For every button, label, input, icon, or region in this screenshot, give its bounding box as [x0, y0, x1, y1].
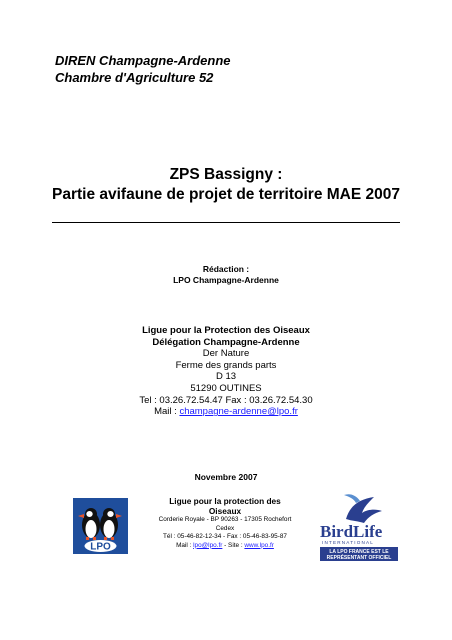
birdlife-tag-1: LA LPO FRANCE EST LE — [329, 549, 389, 555]
address-line-1: Der Nature — [202, 348, 250, 360]
header-block — [55, 52, 231, 86]
birdlife-logo — [316, 491, 402, 563]
footer-site-link[interactable]: www.lpo.fr — [244, 541, 274, 549]
mail-link[interactable]: champagne-ardenne@lpo.fr — [179, 406, 298, 418]
address-line-4: 51290 OUTINES — [190, 382, 262, 394]
title-line-1: ZPS Bassigny : — [169, 166, 283, 183]
footer-site-label: - Site : — [222, 541, 245, 549]
address-line-3: D 13 — [215, 371, 237, 383]
footer-cedex: Cedex — [215, 524, 235, 532]
footer-contact: Tél : 05-46-82-12-34 - Fax : 05-46-83-95-87 — [163, 533, 287, 540]
footer-mail-label: Mail : — [176, 541, 194, 549]
redaction-author: LPO Champagne-Ardenne — [173, 275, 279, 285]
address-phone: Tel : 03.26.72.54.47 Fax : 03.26.72.54.30 — [139, 394, 313, 406]
address-delegation: Délégation Champagne-Ardenne — [152, 336, 300, 348]
address-line-2: Ferme des grands parts — [175, 359, 277, 371]
birdlife-tag-2: REPRÉSENTANT OFFICIEL — [326, 555, 392, 561]
footer-address: Corderie Royale - BP 90263 - 17305 Rochefort — [158, 516, 292, 523]
lpo-logo-text: LPO — [90, 541, 111, 553]
address-mail-line — [0, 406, 452, 418]
redaction-label: Rédaction : — [202, 264, 250, 274]
document-date: Novembre 2007 — [194, 472, 258, 482]
mail-label: Mail : — [154, 406, 180, 418]
address-org: Ligue pour la Protection des Oiseaux — [142, 325, 310, 336]
title-line-2: Partie avifaune de projet de territoire MAE 2007 — [51, 186, 400, 203]
birdlife-intl: INTERNATIONAL — [322, 540, 375, 545]
footer-mail-link[interactable]: lpo@lpo.fr — [193, 541, 223, 549]
address-block — [0, 325, 452, 418]
title-divider — [52, 222, 400, 223]
bird-icon — [316, 491, 402, 563]
header-line-2: Chambre d'Agriculture 52 — [55, 70, 214, 85]
footer-org-line-2: Oiseaux — [208, 506, 242, 516]
birdlife-name: BirdLife — [320, 522, 383, 541]
header-line-1: DIREN Champagne-Ardenne — [55, 53, 231, 68]
puffin-icon — [73, 498, 128, 554]
footer-block — [140, 496, 310, 550]
footer-links — [140, 542, 310, 551]
redaction-block — [0, 264, 452, 286]
document-title — [0, 165, 452, 205]
lpo-logo — [73, 498, 128, 554]
footer-org-line-1: Ligue pour la protection des — [169, 496, 281, 506]
